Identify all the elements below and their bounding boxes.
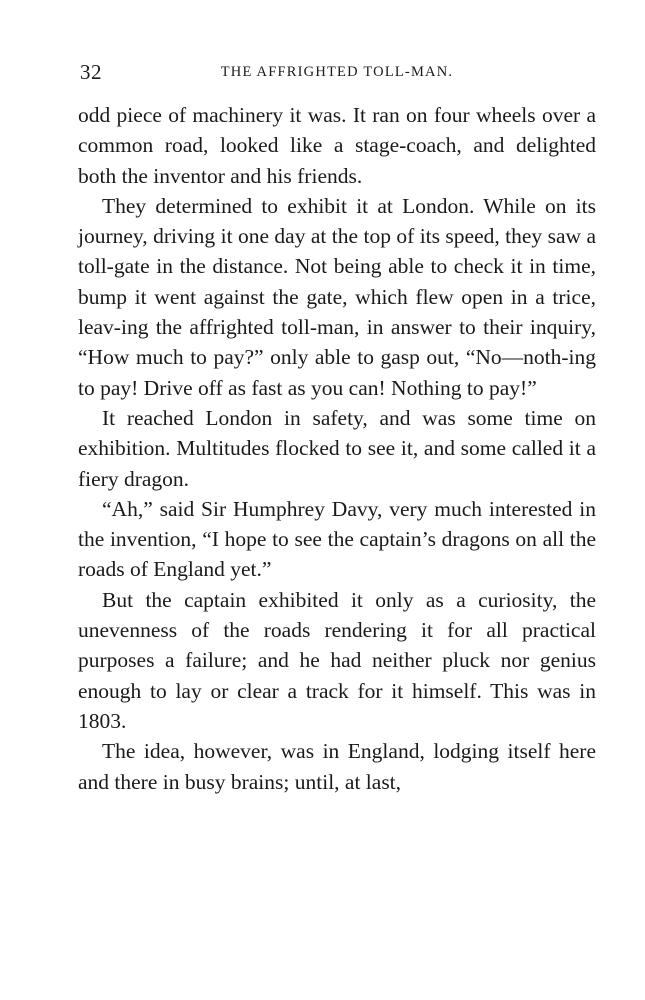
body-text	[78, 100, 596, 797]
paragraph: It reached London in safety, and was some time on exhibition. Multitudes flocked to see it, and some called it a fiery dragon.	[78, 405, 596, 491]
paragraph: But the captain exhibited it only as a curiosity, the unevenness of the roads rendering it for all practical purposes a failure; and he had neither pluck nor genius enough to lay or clear a track for it himself. This was in 1803.	[78, 587, 596, 733]
paragraph-continued: odd piece of machinery it was. It ran on four wheels over a common road, looked like a stage-coach, and delighted both the inventor and his friends.	[78, 103, 596, 188]
running-head	[78, 60, 596, 84]
paragraph: “Ah,” said Sir Humphrey Davy, very much interested in the invention, “I hope to see the captain’s dragons on all the roads of England yet.”	[78, 496, 596, 582]
paragraph: The idea, however, was in England, lodging itself here and there in busy brains; until, at last,	[78, 739, 596, 794]
running-title: THE AFFRIGHTED TOLL-MAN.	[220, 64, 454, 80]
paragraph: They determined to exhibit it at London. While on its journey, driving it one day at the top of its speed, they saw a toll-gate in the distance. Not being able to check it in time, bump it went against the gate, which flew open in a trice, leav-ing the affrighted toll-man, in answer to their inquiry, “How much to pay?” only able to gasp out, “No—noth-ing to pay! Drive off as fast as you can! Nothing to pay!”	[78, 193, 596, 400]
page-number: 32	[80, 60, 102, 84]
